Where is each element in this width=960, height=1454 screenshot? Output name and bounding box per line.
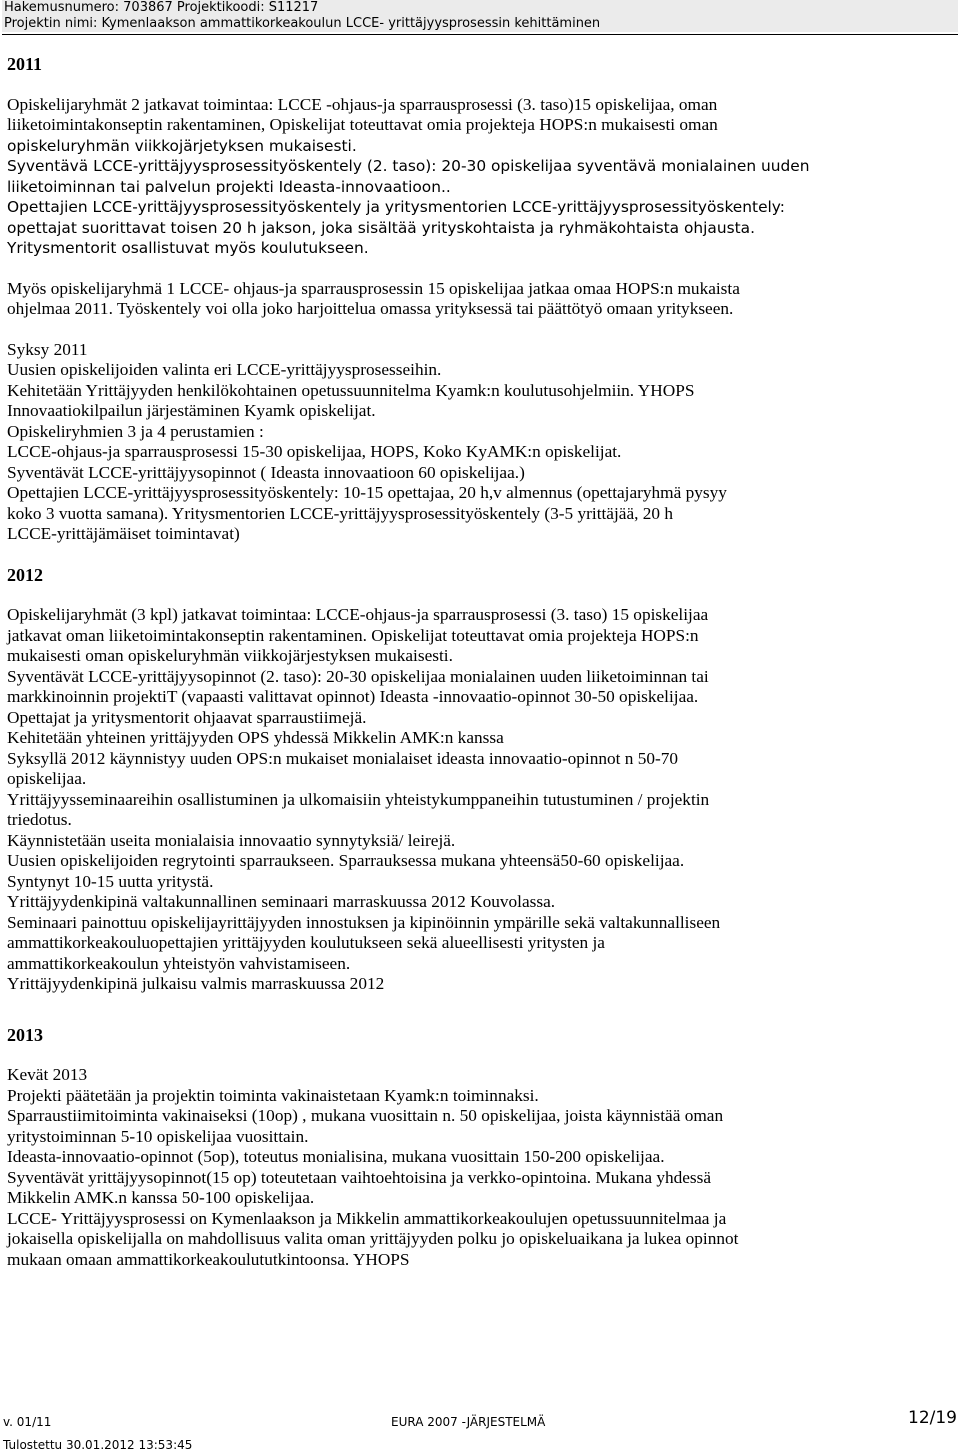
text-line: Yrittäjyydenkipinä valtakunnallinen seminaari marraskuussa 2012 Kouvolassa. bbox=[7, 892, 556, 911]
text-line: Syventävät yrittäjyysopinnot(15 op) toteutetaan vaihtoehtoisina ja verkko-opintoina. Mukana yhdessä bbox=[7, 1167, 712, 1187]
header-divider bbox=[2, 34, 958, 35]
text-line: yritystoiminnan 5-10 opiskelijaa vuosittain. bbox=[7, 1126, 309, 1146]
text-line: Opiskeliryhmien 3 ja 4 perustamien : bbox=[7, 421, 264, 441]
text-line: Syntynyt 10-15 uutta yritystä. bbox=[7, 871, 214, 891]
paragraph bbox=[7, 279, 957, 320]
text-line: Opiskelijaryhmät (3 kpl) jatkavat toimintaa: LCCE-ohjaus-ja sparrausprosessi (3. taso) 15 opiskelijaa bbox=[7, 605, 709, 624]
print-timestamp: Tulostettu 30.01.2012 13:53:45 bbox=[3, 1438, 193, 1452]
text-line: jokaisella opiskelijalla on mahdollisuus valita oman yrittäjyyden polku jo opiskeluaikana ja lukea opinnot bbox=[7, 1229, 739, 1248]
text-line: LCCE- Yrittäjyysprosessi on Kymenlaakson ja Mikkelin ammattikorkeakoulujen opetussuunnitelmaa ja bbox=[7, 1208, 727, 1228]
text-line: Ideasta-innovaatio-opinnot (5op), toteutus monialisina, mukana vuosittain 150-200 opiskelijaa. bbox=[7, 1147, 665, 1166]
application-info: Hakemusnumero: 703867 Projektikoodi: S11217 bbox=[4, 0, 319, 15]
text-line: Uusien opiskelijoiden regrytointi sparraukseen. Sparrauksessa mukana yhteensä50-60 opiskelijaa. bbox=[7, 851, 685, 870]
text-line: opiskeluryhmän viikkojärjetyksen mukaisesti. bbox=[7, 136, 357, 155]
section-2011 bbox=[7, 54, 957, 545]
text-line: Syventävät LCCE-yrittäjyysopinnot (2. taso): 20-30 opiskelijaa monialainen uuden liiketoiminnan tai bbox=[7, 666, 709, 686]
text-line: Uusien opiskelijoiden valinta eri LCCE-yrittäjyysprosesseihin. bbox=[7, 360, 442, 379]
text-line: Käynnistetään useita monialaisia innovaatio synnytyksiä/ leirejä. bbox=[7, 830, 456, 850]
text-line: LCCE-ohjaus-ja sparrausprosessi 15-30 opiskelijaa, HOPS, Koko KyAMK:n opiskelijat. bbox=[7, 442, 622, 461]
text-line: Syventävä LCCE-yrittäjyysprosessityöskentely (2. taso): 20-30 opiskelijaa syventävä monialainen uuden bbox=[7, 157, 810, 175]
text-line: Kehitetään Yrittäjyyden henkilökohtainen opetussuunnitelma Kyamk:n koulutusohjelmiin. YHOPS bbox=[7, 380, 695, 400]
text-line: Syksy 2011 bbox=[7, 339, 88, 359]
section-2012 bbox=[7, 565, 957, 995]
text-line: mukaan omaan ammattikorkeakoulututkintoonsa. YHOPS bbox=[7, 1249, 410, 1269]
text-line: Innovaatiokilpailun järjestäminen Kyamk opiskelijat. bbox=[7, 401, 376, 420]
text-line: markkinoinnin projektiT (vapaasti valittavat opinnot) Ideasta -innovaatio-opinnot 30-50 opiskelijaa. bbox=[7, 687, 699, 706]
text-line: Projekti päätetään ja projektin toiminta vakinaistetaan Kyamk:n toiminnaksi. bbox=[7, 1085, 539, 1105]
year-heading: 2011 bbox=[7, 54, 43, 74]
year-heading: 2013 bbox=[7, 1024, 43, 1045]
text-line: Myös opiskelijaryhmä 1 LCCE- ohjaus-ja sparrausprosessin 15 opiskelijaa jatkaa omaa HOPS:n mukaista bbox=[7, 278, 740, 298]
year-heading: 2012 bbox=[7, 564, 43, 585]
text-line: Yritysmentorit osallistuvat myös koulutukseen. bbox=[7, 239, 369, 257]
paragraph bbox=[7, 340, 957, 545]
text-line: liiketoimintakonseptin rakentaminen, Opiskelijat toteuttavat omia projekteja HOPS:n mukaisesti oman bbox=[7, 115, 718, 134]
text-line: Opettajat ja yritysmentorit ohjaavat sparraustiimejä. bbox=[7, 707, 367, 727]
text-line: Opettajien LCCE-yrittäjyysprosessityöskentely: 10-15 opettajaa, 20 h,v almennus (opettajaryhmä pysyy bbox=[7, 483, 727, 502]
text-line: Opiskelijaryhmät 2 jatkavat toimintaa: LCCE -ohjaus-ja sparrausprosessi (3. taso)15 opiskelijaa, oman bbox=[7, 94, 718, 114]
text-line: opiskelijaa. bbox=[7, 769, 87, 788]
paragraph bbox=[7, 605, 957, 995]
text-line: Yrittäjyydenkipinä julkaisu valmis marraskuussa 2012 bbox=[7, 974, 385, 993]
text-line: Sparraustiimitoiminta vakinaiseksi (10op) , mukana vuosittain n. 50 opiskelijaa, joista käynnistää oman bbox=[7, 1106, 724, 1125]
text-line: Kehitetään yhteinen yrittäjyyden OPS yhdessä Mikkelin AMK:n kanssa bbox=[7, 728, 504, 747]
text-line: Syventävät LCCE-yrittäjyysopinnot ( Ideasta innovaatioon 60 opiskelijaa.) bbox=[7, 462, 525, 482]
project-name: Projektin nimi: Kymenlaakson ammattikorkeakoulun LCCE- yrittäjyysprosessin kehittäminen bbox=[4, 16, 601, 31]
paragraph bbox=[7, 1065, 957, 1270]
version-label: v. 01/11 bbox=[3, 1415, 52, 1429]
text-line: ammattikorkeakoulun yhteistyön vahvistamiseen. bbox=[7, 953, 351, 973]
section-2013 bbox=[7, 1025, 957, 1271]
text-line: triedotus. bbox=[7, 810, 72, 829]
text-line: Syksyllä 2012 käynnistyy uuden OPS:n mukaiset monialaiset ideasta innovaatio-opinnot n 50-70 bbox=[7, 748, 679, 768]
text-line: mukaisesti oman opiskeluryhmän viikkojärjestyksen mukaisesti. bbox=[7, 646, 453, 665]
text-line: koko 3 vuotta samana). Yritysmentorien LCCE-yrittäjyysprosessityöskentely (3-5 yrittäjää, 20 h bbox=[7, 503, 673, 523]
text-line: jatkavat oman liiketoimintakonseptin rakentaminen. Opiskelijat toteuttavat omia projekteja HOPS:n bbox=[7, 625, 699, 645]
text-line: Seminaari painottuu opiskelijayrittäjyyden innostuksen ja kipinöinnin ympärille sekä valtakunnalliseen bbox=[7, 912, 721, 932]
text-line: liiketoiminnan tai palvelun projekti Ideasta-innovaatioon.. bbox=[7, 177, 451, 196]
system-name: EURA 2007 -JÄRJESTELMÄ bbox=[391, 1415, 546, 1429]
paragraph bbox=[7, 95, 957, 259]
text-line: Opettajien LCCE-yrittäjyysprosessityöskentely ja yritysmentorien LCCE-yrittäjyysprosessityöskentely: bbox=[7, 198, 785, 216]
document-body bbox=[7, 54, 957, 1270]
document-footer bbox=[0, 1408, 960, 1454]
text-line: Yrittäjyysseminaareihin osallistuminen ja ulkomaisiin yhteistykumppaneihin tutustuminen / projektin bbox=[7, 789, 710, 809]
text-line: Mikkelin AMK.n kanssa 50-100 opiskelijaa. bbox=[7, 1188, 315, 1207]
text-line: ammattikorkeakouluopettajien yrittäjyyden koulutukseen sekä alueellisesti yritysten ja bbox=[7, 933, 605, 952]
text-line: ohjelmaa 2011. Työskentely voi olla joko harjoittelua omassa yrityksessä tai päättötyö omaan yritykseen. bbox=[7, 299, 734, 318]
text-line: opettajat suorittavat toisen 20 h jakson, joka sisältää yrityskohtaista ja ryhmäkohtaista ohjausta. bbox=[7, 218, 755, 237]
text-line: Kevät 2013 bbox=[7, 1065, 88, 1084]
document-header bbox=[2, 0, 958, 32]
page-number: 12/19 bbox=[908, 1408, 957, 1428]
text-line: LCCE-yrittäjämäiset toimintavat) bbox=[7, 524, 240, 543]
